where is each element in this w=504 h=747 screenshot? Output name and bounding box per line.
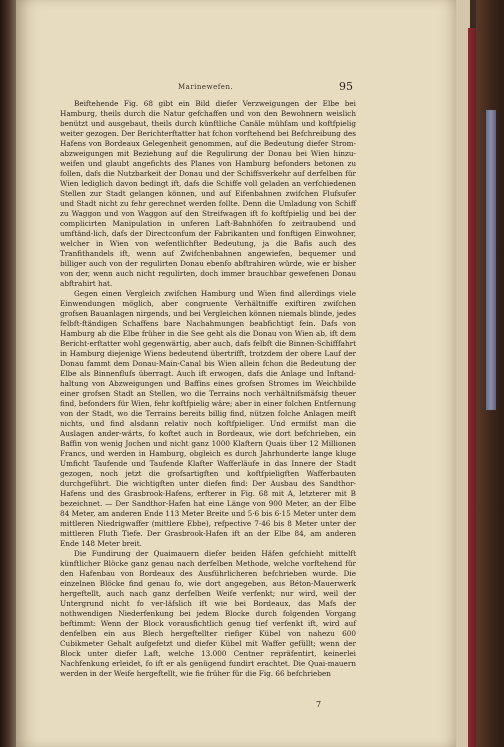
body-text: [60, 99, 356, 679]
paragraph: Gegen einen Vergleich zwifchen Hamburg und Wien find allerdings viele Einwendungen möglich, aber congruente Verhältniffe exiftiren zwifchen grofsen Bauanlagen nirgends, und bei Vergleichen können niemals blinde, jedes felbft-ftändigen Schaffens bare Nachahmungen beabfichtigt fein. Dafs von Hamburg ab die Elbe früher in die See geht als die Donau von Wien ab, ift dem Bericht-erftatter wohl gegenwärtig, aber auch, dafs felbft die Binnen-Schifffahrt in Hamburg diejenige Wiens bedeutend übertrifft, trotzdem der obere Lauf der Donau fammt dem Donau-Main-Canal bis Wien allein fchon die Bedeutung der Elbe als Binnenflufs überragt. Auch ift erwogen, dafs die Anlage und Inftand-haltung von Abzweigungen und Baffins eines grofsen Stromes im Weichbilde einer grofsen Stadt an Stellen, wo die Terrains noch verhältnifsmäfsig theuer find, befonders für Wien, fehr koftfpielig wäre; aber in einer folchen Entfernung von der Stadt, wo die Terrains bereits billig find, nützen folche Anlagen meift nichts, und find alsdann relativ noch koftfpieliger. Und ermifst man die Auslagen ander-wärts, fo koftet auch in Bordeaux, wie dort befchrieben, ein Baffin von wenig Jochen und nicht ganz 1000 Klaftern Quais über 12 Millionen Francs, und werden in Hamburg, obgleich es durch Jahrhunderte lange kluge Umficht Taufende und Taufende Klafter Wafferläufe in das Innere der Stadt gezogen, noch jetzt die grofsartigften und koftfpieligften Wafferbauten durchgeführt. Die wichtigften unter diefen find: Der Ausbau des Sandthor-Hafens und des Grasbrook-Hafens, erfterer in Fig. 68 mit A, letzterer mit B bezeichnet. — Der Sandthor-Hafen hat eine Länge von 900 Meter, an der Elbe 84 Meter, am anderen Ende 113 Meter Breite und 5·6 bis 6·15 Meter unter dem mittleren Niedrigwaffer (mittlere Ebbe), refpective 7·46 bis 8 Meter unter der mittleren Fluth Tiefe. Der Grasbrook-Hafen ift an der Elbe 84, am anderen Ende 148 Meter breit.: [60, 289, 356, 548]
running-head: Marinewefen.: [178, 83, 234, 91]
paragraph: Beiftehende Fig. 68 gibt ein Bild diefer Verzweigungen der Elbe bei Hamburg, theils durch die Natur gefchaffen und von den Bewohnern weislich benützt und ausgebaut, theils durch künftliche Canäle mühfam und koftfpielig weiter gezogen. Der Berichterftatter hat fchon vorftehend bei Befchreibung des Hafens von Bordeaux Gelegenheit genommen, auf die Bedeutung diefer Strom-abzweigungen mit Beziehung auf die Regulirung der Donau bei Wien hinzu-weifen und glaubt angefichts des Planes von Hamburg befonders betonen zu follen, dafs die Nutzbarkeit der Donau und der Schiffsverkehr auf derfelben für Wien lediglich davon bedingt ift, dafs die Schiffe voll geladen an verfchiedenen Stellen zur Stadt gelangen können, und auf Eifenbahnen zwifchen Flufsufer und Stadt nicht zu fehr gerechnet werden follte. Denn die Umladung von Schiff zu Waggon und von Waggon auf den Streifwagen ift fo koftfpielig und bei der complicirten Manipulation in unferen Laft-Bahnhöfen fo zeitraubend und umftänd-lich, dafs der Directconfum der Fabrikanten und fonftigen Einwohner, welcher in Wien von wefentlichfter Bedeutung, ja die Bafis auch des Tranfithandels ift, wenn auf Zwifchenbahnen angewiefen, bequemer und billiger auch von der regulirten Donau ebenfo abftrahiren würde, wie er bisher von der, wenn auch nicht regulirten, doch immer brauchbar gewefenen Donau abftrahirt hat.: [60, 99, 356, 288]
cover-ribbon: [486, 110, 496, 410]
signature-mark: 7: [316, 700, 322, 709]
page-number: 95: [339, 80, 353, 93]
paragraph: Die Fundirung der Quaimauern diefer beiden Häfen gefchieht mittelft künftlicher Blöcke ganz genau nach derfelben Methode, welche vorftehend für den Hafenbau von Bordeaux des Ausführlicheren befchrieben wurde. Die einzelnen Blöcke find genau fo, wie dort angegeben, aus Béton-Mauerwerk hergeftellt, auch nach ganz derfelben Weife verfenkt; nur wird, weil der Untergrund nicht fo ver-läfslich ift wie bei Bordeaux, das Mafs der nothwendigen Niederfenkung bei jedem Blocke durch folgenden Vorgang beftimmt: Wenn der Block vorausfichtlich genug tief verfenkt ift, wird auf denfelben ein aus Blech hergeftellter riefiger Kübel von nahezu 600 Cubikmeter Gehalt aufgefetzt und diefer Kübel mit Waffer gefüllt; wenn der Block unter diefer Laft, welche 13.000 Centner repräfentirt, keinerlei Nachfenkung erleidet, fo ift er als genügend fundirt erachtet. Die Quai-mauern werden in der Weife hergeftellt, wie fie früher für die Fig. 66 befchrieben: [60, 549, 356, 678]
red-page-edge: [468, 28, 476, 747]
book-spine-shadow: [0, 0, 16, 747]
